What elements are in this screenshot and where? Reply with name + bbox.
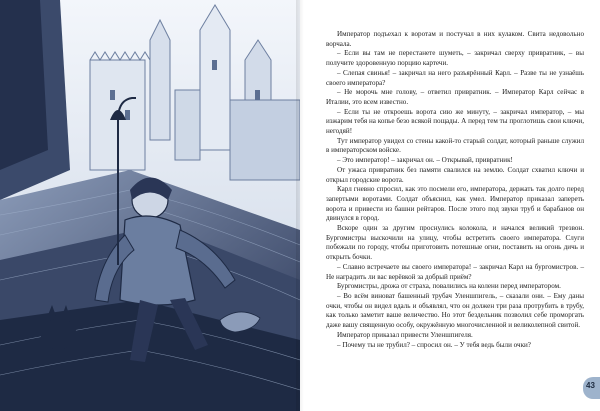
paragraph: Император приказал привести Уленшпигеля. (337, 330, 473, 339)
paragraph: Тут император увидел со стены какой-то старый солдат, который раньше служил в императорском войске. (326, 136, 584, 155)
paragraph: – Если вы там не перестанете шуметь, – закричал сверху привратник, – вы получите здоровенную порцию картечи. (326, 49, 584, 68)
paragraph: Карл гневно спросил, как это посмели его, императора, держать так долго перед запертыми воротами. Солдат объяснил, как умел. Император приказал запереть ворота и привести из башни рейтаров. После этого под звуки труб и барабанов он двинулся в город. (326, 185, 584, 223)
paragraph: – Не морочь мне голову, – ответил привратник. – Император Карл сейчас в Италии, это всем известно. (326, 88, 584, 106)
paragraph: Император подъехал к воротам и постучал в них кулаком. Свита недовольно ворчала. (326, 30, 584, 48)
page-gutter (296, 0, 304, 411)
paragraph: – Это император! – закричал он. – Открывай, привратник! (337, 156, 513, 165)
paragraph: Вскоре один за другим проснулись колокола, и начался великий трезвон. Бургомистры выскочили на улицу, чтобы встретить своего императора. Слуги побежали по городу, чтобы приготовить потешные огни, поставить на огонь дичь и открыть бочки. (326, 224, 584, 262)
paragraph: – Во всём виноват башенный трубач Уленшпигель, – сказали они. – Ему даны очки, чтобы он видел вдаль и объявлял, что он должен три раза протрубить в трубу, как только заметит ваше величество. Но этот бездельник позволил себе проморгать даже вашу священную особу, окружённую многочисленной и великолепной свитой. (326, 291, 584, 330)
text-page (326, 30, 584, 390)
paragraph: Бургомистры, дрожа от страха, повалились на колени перед императором. (337, 282, 561, 291)
paragraph: От ужаса привратник без памяти свалился на землю. Солдат схватил ключи и открыл городские ворота. (326, 165, 584, 184)
page-number: 43 (586, 381, 595, 390)
paragraph: – Почему ты не трубил? – спросил он. – У тебя ведь были очки? (337, 340, 531, 349)
paragraph: – Славно встречаете вы своего императора! – закричал Карл на бургомистров. – Не наградить ли вас верёвкой за добрый приём? (326, 262, 584, 281)
paragraph: – Если ты не откроешь ворота сию же минуту, – закричал император, – мы изжарим тебя на копье безо всякой пощады. А перед тем ты проглотишь свои ключи, негодяй! (326, 107, 584, 136)
paragraph: – Слепая свинья! – закричал на него разъярённый Карл. – Разве ты не узнаёшь своего императора? (326, 68, 584, 87)
